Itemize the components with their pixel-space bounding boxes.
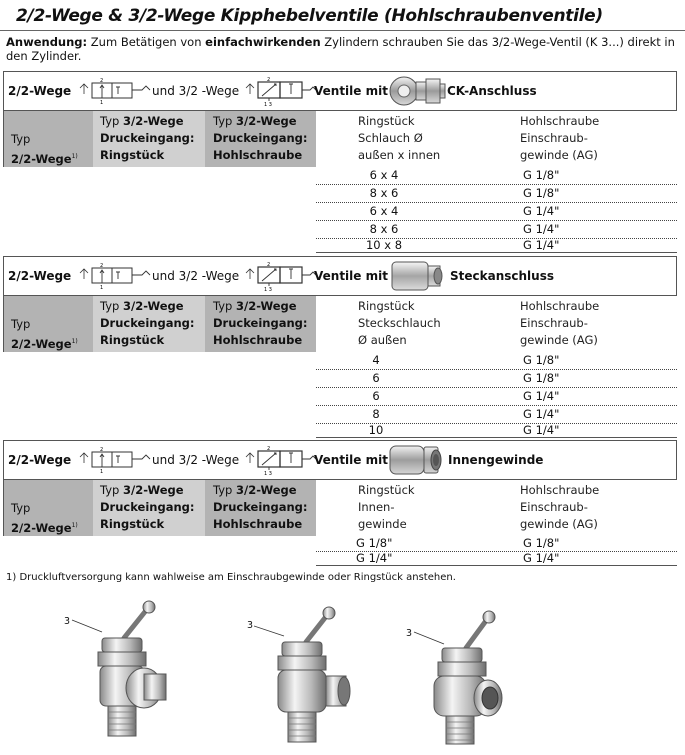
col3-32: 3/2 (236, 114, 257, 128)
footnote: 1) Druckluftversorgung kann wahlweise am Einschraubgewinde oder Ringstück anstehen. (6, 572, 456, 583)
callout-number: 3 (247, 620, 254, 631)
label-22-wege: 2/2-Wege (8, 269, 72, 283)
label-und-32: und 3/2 -Wege (152, 84, 240, 98)
col2-ring: Ringstück (100, 333, 165, 347)
typ22-label (11, 148, 78, 168)
cell-ring: 8 x 6 (369, 222, 399, 236)
svg-text:2: 2 (267, 77, 271, 83)
svg-text:1 3: 1 3 (264, 102, 272, 106)
col3-line3 (213, 147, 302, 164)
section-ck (3, 71, 677, 252)
intro-label: Anwendung: (6, 35, 88, 49)
callout-number: 3 (64, 616, 71, 627)
cell-hohl: G 1/4" (523, 423, 560, 437)
title-divider (0, 30, 685, 31)
label-22-wege: 2/2-Wege (8, 84, 72, 98)
col5-line3: gewinde (AG) (520, 148, 598, 162)
push-in-fitting-icon (390, 260, 444, 292)
section-steck (3, 256, 677, 436)
col3-line2 (213, 130, 308, 147)
col3-hohl: Hohlschraube (213, 517, 303, 531)
col3-wege: -Wege (256, 114, 297, 128)
col2-wege: -Wege (143, 299, 184, 313)
col4-line2: Innen- (358, 500, 395, 514)
typ-label: Typ (11, 501, 31, 515)
col3-line3 (213, 332, 302, 349)
svg-text:2: 2 (100, 263, 104, 269)
cell-ring: 6 x 4 (369, 168, 399, 182)
cell-ring: 10 (368, 423, 384, 437)
col2-32: 3/2 (123, 299, 144, 313)
col2-line1 (100, 298, 184, 315)
col2-line2 (100, 130, 195, 147)
section-title: Steckanschluss (450, 269, 554, 283)
col3-hohl: Hohlschraube (213, 333, 303, 347)
col5-line1: Hohlschraube (520, 483, 600, 497)
cell-ring: 6 (372, 371, 380, 385)
footnote-ref: 1) (71, 153, 78, 160)
table-row (316, 203, 677, 221)
cell-hohl: G 1/8" (523, 186, 560, 200)
col5-line3: gewinde (AG) (520, 517, 598, 531)
intro-text-b: Zylindern schrauben Sie das 3/2-Wege-Ventil (K 3...) direkt in den Zylinder. (6, 35, 675, 63)
cell-ring: 8 x 6 (369, 186, 399, 200)
col3-wege: -Wege (256, 299, 297, 313)
valve-female-thread-photo-icon (404, 606, 524, 752)
col2-32: 3/2 (123, 483, 144, 497)
female-thread-fitting-icon (386, 443, 442, 477)
table-row (316, 221, 677, 239)
col2-line1 (100, 113, 184, 130)
col2-line1 (100, 482, 184, 499)
col3-line1 (213, 113, 297, 130)
col3-line1 (213, 298, 297, 315)
section-header (3, 71, 677, 111)
svg-text:1: 1 (100, 469, 104, 473)
typ22-text: 2/2-Wege (11, 336, 72, 351)
col4-line2: Schlauch Ø (358, 131, 423, 145)
label-ventile-mit: Ventile mit (314, 84, 388, 98)
table-row (316, 370, 677, 388)
col5-line2: Einschraub- (520, 316, 588, 330)
cell-hohl: G 1/4" (523, 551, 560, 565)
col2-wege: -Wege (143, 114, 184, 128)
cell-ring: 6 (372, 389, 380, 403)
cell-hohl: G 1/8" (523, 536, 560, 550)
col2-druck: Druckeingang: (100, 316, 195, 330)
intro-text-a: Zum Betätigen von (87, 35, 206, 49)
cell-ring: 8 (372, 407, 380, 421)
valve-22-symbol-icon (78, 447, 154, 473)
col3-line2 (213, 499, 308, 516)
col3-line3 (213, 516, 302, 533)
col2-druck: Druckeingang: (100, 131, 195, 145)
label-22-wege: 2/2-Wege (8, 453, 72, 467)
typ22-label (11, 517, 78, 537)
table-row (316, 239, 677, 253)
page-title: 2/2-Wege & 3/2-Wege Kipphebelventile (Hohlschraubenventile) (16, 6, 603, 26)
col3-druck: Druckeingang: (213, 131, 308, 145)
cell-hohl: G 1/4" (523, 238, 560, 252)
col4-line1: Ringstück (358, 483, 415, 497)
section-header (3, 440, 677, 480)
col3-line1 (213, 482, 297, 499)
table-row (316, 536, 677, 552)
col2-line2 (100, 315, 195, 332)
col3-typ: Typ (213, 299, 236, 313)
cell-hohl: G 1/4" (523, 407, 560, 421)
col3-hohl: Hohlschraube (213, 148, 303, 162)
cell-hohl: G 1/8" (523, 371, 560, 385)
col5-line3: gewinde (AG) (520, 333, 598, 347)
col4-line3: außen x innen (358, 148, 441, 162)
cell-hohl: G 1/4" (523, 222, 560, 236)
svg-text:1: 1 (100, 285, 104, 289)
svg-text:1 3: 1 3 (264, 287, 272, 291)
col2-wege: -Wege (143, 483, 184, 497)
table-row (316, 406, 677, 424)
col2-line3 (100, 516, 164, 533)
valve-22-symbol-icon (78, 78, 154, 104)
svg-text:2: 2 (267, 446, 271, 452)
cell-ring: G 1/4" (356, 551, 393, 565)
cell-hohl: G 1/8" (523, 353, 560, 367)
col4-line2: Steckschlauch (358, 316, 441, 330)
col3-druck: Druckeingang: (213, 316, 308, 330)
table-row (316, 424, 677, 438)
col4-line1: Ringstück (358, 299, 415, 313)
table-row (316, 388, 677, 406)
svg-text:1: 1 (100, 100, 104, 104)
svg-text:2: 2 (267, 262, 271, 268)
cell-hohl: G 1/4" (523, 389, 560, 403)
typ-label: Typ (11, 132, 31, 146)
col5-line2: Einschraub- (520, 131, 588, 145)
valve-push-in-photo-icon (244, 604, 364, 752)
col2-line3 (100, 332, 164, 349)
callout-number: 3 (406, 628, 413, 639)
label-ventile-mit: Ventile mit (314, 269, 388, 283)
section-innen (3, 440, 677, 570)
section-header (3, 256, 677, 296)
col3-32: 3/2 (236, 299, 257, 313)
label-und-32: und 3/2 -Wege (152, 269, 240, 283)
typ22-text: 2/2-Wege (11, 520, 72, 535)
valve-32-symbol-icon (244, 76, 316, 106)
col4-line3: gewinde (358, 517, 407, 531)
intro-paragraph (6, 35, 678, 63)
typ-label: Typ (11, 317, 31, 331)
typ22-label (11, 333, 78, 353)
col3-typ: Typ (213, 483, 236, 497)
intro-bold: einfachwirkenden (205, 35, 321, 49)
col2-typ: Typ (100, 483, 123, 497)
cell-ring: 10 x 8 (365, 238, 403, 252)
valve-32-symbol-icon (244, 445, 316, 475)
ck-fitting-icon (388, 74, 446, 108)
col5-line1: Hohlschraube (520, 114, 600, 128)
col5-line2: Einschraub- (520, 500, 588, 514)
cell-ring: G 1/8" (356, 536, 393, 550)
col3-32: 3/2 (236, 483, 257, 497)
valve-ck-photo-icon (62, 598, 192, 748)
cell-hohl: G 1/8" (523, 168, 560, 182)
col2-typ: Typ (100, 299, 123, 313)
col3-typ: Typ (213, 114, 236, 128)
cell-ring: 6 x 4 (369, 204, 399, 218)
svg-text:2: 2 (100, 78, 104, 84)
col2-line2 (100, 499, 195, 516)
col2-ring: Ringstück (100, 148, 165, 162)
label-ventile-mit: Ventile mit (314, 453, 388, 467)
table-row (316, 185, 677, 203)
table-row (316, 552, 677, 566)
cell-ring: 4 (372, 353, 380, 367)
col2-32: 3/2 (123, 114, 144, 128)
section-title: Innengewinde (448, 453, 544, 467)
col4-line1: Ringstück (358, 114, 415, 128)
typ22-text: 2/2-Wege (11, 151, 72, 166)
col2-typ: Typ (100, 114, 123, 128)
col2-druck: Druckeingang: (100, 500, 195, 514)
label-und-32: und 3/2 -Wege (152, 453, 240, 467)
cell-hohl: G 1/4" (523, 204, 560, 218)
svg-text:2: 2 (100, 447, 104, 453)
valve-22-symbol-icon (78, 263, 154, 289)
col4-line3: Ø außen (358, 333, 407, 347)
table-row (316, 352, 677, 370)
svg-text:1 3: 1 3 (264, 471, 272, 475)
col3-line2 (213, 315, 308, 332)
valve-32-symbol-icon (244, 261, 316, 291)
section-title: CK-Anschluss (447, 84, 537, 98)
footnote-ref: 1) (71, 338, 78, 345)
col3-wege: -Wege (256, 483, 297, 497)
footnote-ref: 1) (71, 522, 78, 529)
col3-druck: Druckeingang: (213, 500, 308, 514)
col2-line3 (100, 147, 164, 164)
table-row (316, 167, 677, 185)
col5-line1: Hohlschraube (520, 299, 600, 313)
col2-ring: Ringstück (100, 517, 165, 531)
